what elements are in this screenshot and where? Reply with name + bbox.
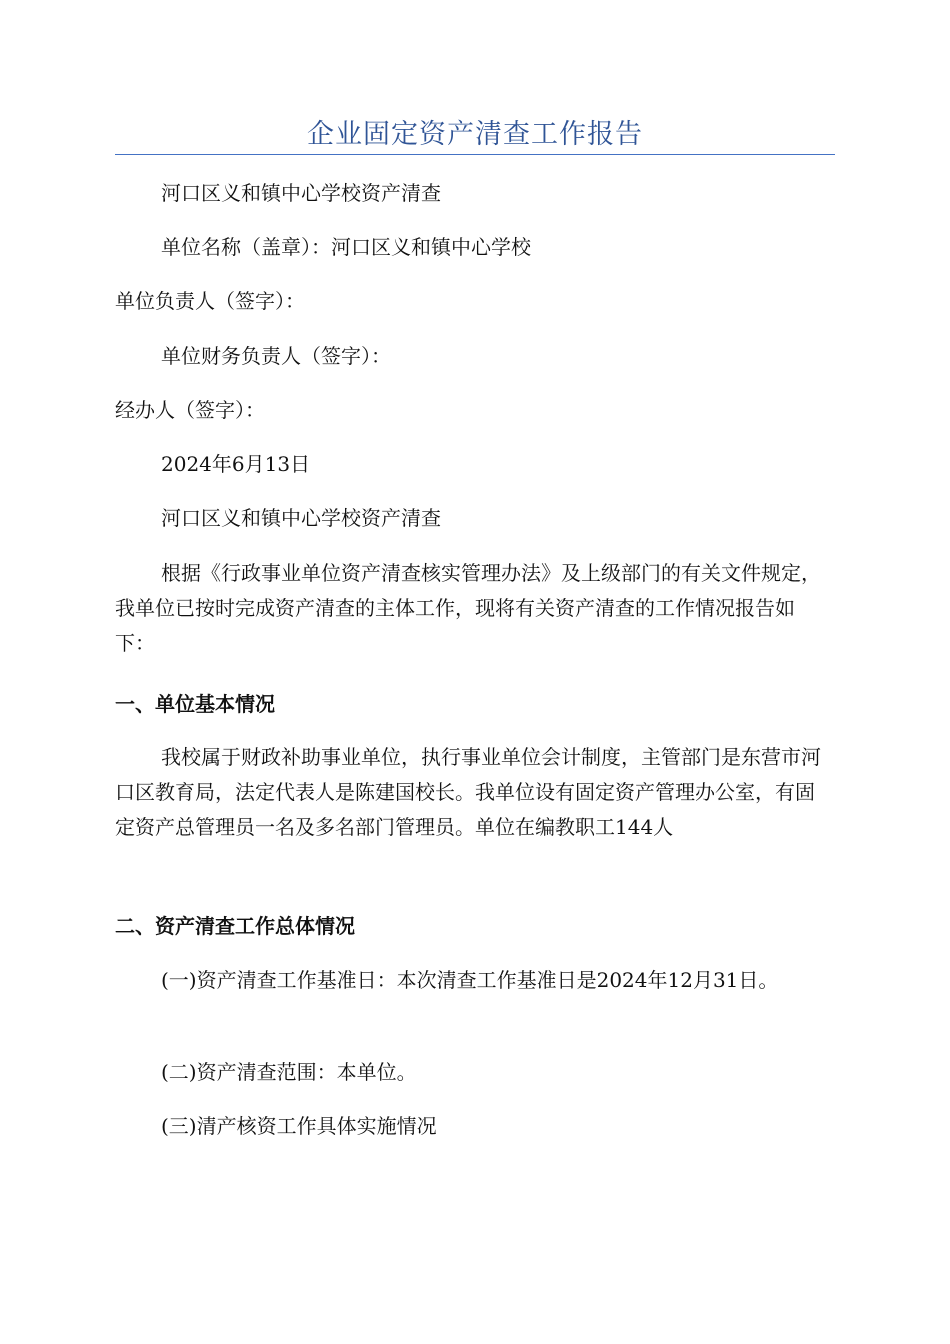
document-title: 企业固定资产清查工作报告 [307, 119, 643, 150]
section-1-body: 我校属于财政补助事业单位，执行事业单位会计制度，主管部门是东营市河口区教育局，法定代表人是陈建国校长。我单位设有固定资产管理办公室，有固定资产总管理员一名及多名部门管理员。单位在编教职工144人 [115, 745, 821, 839]
section-1-heading: 一、单位基本情况 [115, 692, 275, 716]
finance-head-signature-line: 单位财务负责人（签字）： [161, 344, 391, 368]
section-2-heading: 二、资产清查工作总体情况 [115, 914, 355, 938]
section-2-item-3: (三)清产核资工作具体实施情况 [161, 1114, 437, 1138]
section-2-item-2: (二)资产清查范围：本单位。 [161, 1060, 417, 1084]
intro-paragraph: 根据《行政事业单位资产清查核实管理办法》及上级部门的有关文件规定，我单位已按时完成资产清查的主体工作，现将有关资产清查的工作情况报告如下： [115, 561, 821, 655]
section-2-item-1: (一)资产清查工作基准日：本次清查工作基准日是2024年12月31日。 [161, 968, 779, 992]
title-underline [115, 154, 835, 155]
header-line-2: 河口区义和镇中心学校资产清查 [161, 506, 441, 530]
handler-signature-line: 经办人（签字）： [115, 398, 265, 422]
unit-head-signature-line: 单位负责人（签字）： [115, 289, 305, 313]
report-date: 2024年6月13日 [161, 452, 311, 476]
header-line-1: 河口区义和镇中心学校资产清查 [161, 181, 441, 205]
unit-name-line: 单位名称（盖章）：河口区义和镇中心学校 [161, 235, 531, 259]
